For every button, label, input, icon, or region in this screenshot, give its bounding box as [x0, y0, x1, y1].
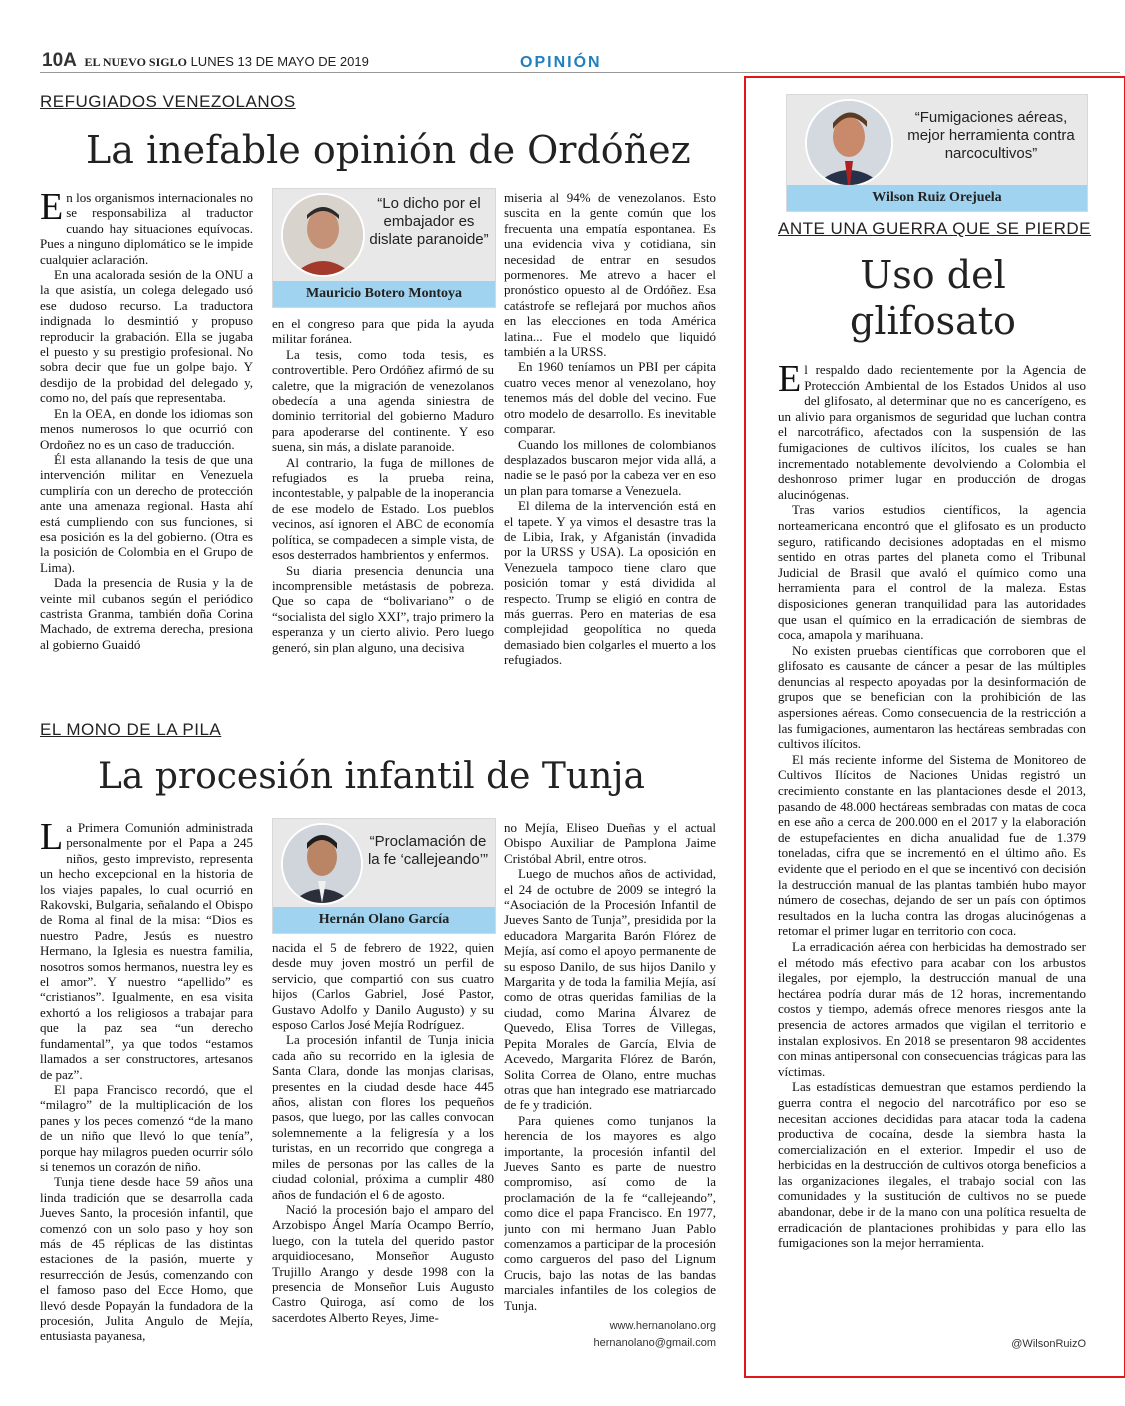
paragraph: Para quienes como tunjanos la herencia de los mayores es algo importante, la procesión infantil del Jueves Santo es parte de nuestro compromiso, así como de la proclamación de la fe “callejeando”, como dice el papa Francisco. En 1977, junto con mi hermano Juan Pablo comenzamos a participar de la procesión como cargueros del paso del Lignum Crucis, bajo las notas de las bandas marciales infantiles de los colegios de Tunja.	[504, 1112, 716, 1313]
paragraph: Él esta allanando la tesis de que una intervención militar en Venezuela cumpliría con un derecho de protección ante una amenaza regional. Hasta ahí está cumpliendo con sus funciones, si esa posición es la del gobierno. (Otra es la posición de Colombia en el Grupo de Lima).	[40, 451, 253, 575]
paragraph: miseria al 94% de venezolanos. Esto suscita en la gente común que los frecuenta una empatía espontanea. Es una evidencia viva y cotidiana, sin necesidad de entrar en sesudos pormenores. Me atrevo a hacer el pronóstico opuesto al de Ordóñez. Esa catástrofe se reflejará por muchos años en las elecciones en toda América latina... Fue el modelo que liquidó también a la URSS.	[504, 190, 716, 360]
author-handle: @WilsonRuizO	[1011, 1338, 1086, 1350]
author-email: hernanolano@gmail.com	[593, 1337, 716, 1349]
paragraph: No existen pruebas científicas que corroboren que el glifosato es causante de cáncer a pesar de las múltiples denuncias al respecto apoyadas por la desinformación de grupos que se benefician con la prohibición de las aspersiones aéreas. Como consecuencia de la restricción a las fumigaciones, aumentaron las hectáreas sembradas con cultivos ilícitos.	[778, 642, 1086, 752]
article1-headline: La inefable opinión de Ordóñez	[86, 128, 691, 172]
article3-body	[778, 362, 1086, 1332]
header-rule	[40, 72, 1120, 73]
article3-author: Wilson Ruiz Orejuela	[787, 185, 1087, 211]
article3-author-box	[786, 94, 1088, 212]
article3-headline	[746, 252, 1120, 344]
paragraph: Dada la presencia de Rusia y la de veinte mil cubanos según el periódico castrista Granma, también doña Corina Machado, de extrema derecha, presiona al gobierno Guaidó	[40, 575, 253, 652]
article1-section-label: REFUGIADOS VENEZOLANOS	[40, 92, 296, 111]
article3-pull-quote: “Fumigaciones aéreas, mejor herramienta contra narcocultivos”	[907, 109, 1075, 162]
article1-column-3	[504, 190, 716, 692]
article3-dropcap: E	[778, 362, 802, 400]
article2-column-2	[272, 940, 494, 1355]
article1-pull-quote: “Lo dicho por el embajador es dislate paranoide”	[369, 195, 489, 248]
newspaper-name: EL NUEVO SIGLO	[84, 55, 187, 69]
author-photo-ruiz	[805, 99, 893, 187]
paragraph: Tras varios estudios científicos, la agencia norteamericana encontró que el glifosato es un producto seguro, ratificando decisiones adoptadas en el mismo sentido en otras partes del planeta como el Tribunal Judicial de Brasil que avaló el químico como una herramienta para el control de la maleza. Estas disposiciones generan tranquilidad para las autoridades que usan el químico en la erradicación de siembras de coca, amapola y marihuana.	[778, 502, 1086, 643]
article2-author-box	[272, 818, 496, 934]
article2-dropcap: L	[40, 820, 64, 858]
paragraph: En 1960 teníamos un PBI per cápita cuatro veces menor al venezolano, hoy tenemos más del doble del vecino. Fue otro modelo de desarrollo. Es inevitable comparar.	[504, 359, 716, 437]
paragraph: En la OEA, en donde los idiomas son menos numerosos lo que ocurrió con Ordoñez no es un caso de traducción.	[40, 405, 253, 452]
paragraph: Luego de muchos años de actividad, el 24 de octubre de 2009 se integró la “Asociación de la Procesión Infantil de Jueves Santo de Tunja”, presidida por la educadora Margarita Barón Flórez de Mejía, así como el apoyo permanente de su esposo Danilo, de sus hijos Danilo y Margarita y de toda la familia Mejía, así como de otras queridas familias de la ciudad, como Marina Álvarez de Quevedo, Elisa Torres de Villegas, Pepita Morales de García, Elvia de Acevedo, Margarita Flórez de Barón, Solita Correa de Olano, entre muchas otras que han integrado ese matriarcado de fe y tradición.	[504, 866, 716, 1113]
author-photo-botero	[281, 193, 365, 277]
page-number: 10A	[42, 50, 77, 71]
paragraph: El papa Francisco recordó, que el “milagro” de la multiplicación de los panes y los peces comenzó “de la mano de un niño que llevó lo que tenía”, porque hay milagros pueden ocurrir sólo si tenemos un corazón de niño.	[40, 1081, 253, 1174]
paragraph: La procesión infantil de Tunja inicia cada año su recorrido en la iglesia de Santa Clara, donde las monjas clarisas, presentes en la ciudad desde hace 445 años, alistan con flores los pequeños pasos, que luego, por las calles convocan solemnemente a la feligresía y a los turistas, en un recorrido que congrega a miles de personas por las calles de la ciudad colonial, próxima a cumplir 480 años de fundación el 6 de agosto.	[272, 1032, 494, 1202]
article3-headline-line-1: Uso del	[860, 253, 1006, 297]
article2-pull-quote: “Proclamación de la fe ‘callejeando’”	[367, 833, 489, 868]
article3-headline-line-2: glifosato	[850, 299, 1016, 343]
paragraph: Cuando los millones de colombianos desplazados buscaron mejor vida allá, a nadie se le pasó por la cabeza ver en eso un plan para tomarse a Venezuela.	[504, 436, 716, 498]
author-website: www.hernanolano.org	[609, 1320, 716, 1332]
article3-section-label: ANTE UNA GUERRA QUE SE PIERDE	[778, 219, 1092, 238]
article1-dropcap: E	[40, 190, 64, 228]
paragraph: a Primera Comunión administrada personalmente por el Papa a 245 niños, gesto imprevisto, representa un hecho excepcional en la historia de los viajes papales, lo cual ocurrió en Rakovski, Bulgaria, señalando el Obispo de Roma al final de la misa: “Dios es nuestro Padre, Jesús es nuestro Hermano, la Iglesia es nuestra familia, nosotros somos hermanos, nuestra ley es el amor”. Y nuestro “apellido” es “cristianos”. Igualmente, en esa visita exhortó a los religiosos a trabajar para que la paz sea “un derecho fundamental”, ya que todos “estamos llamados a ser constructores, artesanos de paz”.	[40, 820, 253, 1082]
paragraph: Su diaria presencia denuncia una incomprensible metástasis de pobreza. Que so capa de “bolivariano” o de “socialista del siglo XXI”, trajo primero la esperanza y un cierto alivio. Pero luego generó, sin plan alguno, una decisiva	[272, 562, 494, 655]
page-header	[42, 50, 369, 72]
article1-author: Mauricio Botero Montoya	[273, 281, 495, 307]
article1-column-2	[272, 316, 494, 692]
paragraph: nacida el 5 de febrero de 1922, quien desde muy joven mostró un perfil de servicio, que compartió con sus cuatro hijos (Carlos Gabriel, José Pastor, Gustavo Adolfo y Danilo Augusto) y su esposo Carlos José Mejía Rodríguez.	[272, 940, 494, 1033]
paragraph: l respaldo dado recientemente por la Agencia de Protección Ambiental de los Estados Unidos al uso del glifosato, al determinar que no es cancerígeno, es un alivio para organismos de seguridad que luchan contra el narcotráfico, afectados con la suspensión de las fumigaciones de cultivos ilícitos, los cuales se han incrementado notablemente devolviendo a Colombia el deshonroso primer lugar en producción de drogas alucinógenas.	[778, 362, 1086, 502]
paragraph: La erradicación aérea con herbicidas ha demostrado ser el método más efectivo para acabar con los arbustos ilegales, por ejemplo, la destrucción manual de una hectárea podría durar más de 12 horas, incrementando costos y tiempo, además ofrece menores riesgos ante la presencia de actores armados que vigilan el territorio e instalan explosivos. En 2018 se presentaron 98 accidentes con minas antipersonal con consecuencias trágicas para las víctimas.	[778, 938, 1086, 1079]
article2-headline: La procesión infantil de Tunja	[98, 756, 645, 797]
paragraph: n los organismos internacionales no se responsabiliza al traductor cuando hay situaciones equívocas. Pues a ninguno diplomático se le impide cualquier aclaración.	[40, 190, 253, 267]
paragraph: El dilema de la intervención está en el tapete. Y ya vimos el desastre tras la de Libia, Irak, y Afganistán (invadida por la URSS y USA). La oposición en Venezuela tampoco tiene claro que posición tomar y está dividida al respecto. Trump se eligió en contra de más guerras. Pero en materias de esa complejidad geopolítica no queda demasiado bien colgarles el muerto a los refugiados.	[504, 498, 716, 668]
article2-column-1	[40, 820, 253, 1355]
paragraph: Nació la procesión bajo el amparo del Arzobispo Ángel María Ocampo Berrío, luego, con la tutela del querido pastor arquidiocesano, Monseñor Augusto Trujillo Arango y desde 1998 con la presencia de Monseñor Luis Augusto Castro Quiroga, así como de los sacerdotes Alberto Reyes, Jime-	[272, 1201, 494, 1325]
paragraph: Al contrario, la fuga de millones de refugiados es la prueba reina, incontestable, y palpable de la inoperancia de ese modelo de Estado. Los pueblos vecinos, así ignoren el ABC de economía política, se compadecen a simple vista, de esos desterrados hambrientos y enfermos.	[272, 454, 494, 563]
author-photo-olano	[281, 823, 363, 905]
section-title: OPINIÓN	[520, 54, 602, 71]
paragraph: En una acalorada sesión de la ONU a la que asistía, un colega delegado usó ese dudoso recurso. La traductora indignada lo desmintió y propuso reproducir la grabación. Ella se jugaba el puesto y su prestigio profesional. No sobra decir que fue un golpe bajo. Y desdijo de la probidad del delegado y, como no, del país que representaba.	[40, 267, 253, 406]
article2-column-3	[504, 820, 716, 1315]
paragraph: en el congreso para que pida la ayuda militar foránea.	[272, 316, 494, 347]
paragraph: Las estadísticas demuestran que estamos perdiendo la guerra contra el negocio del narcotráfico por eso se necesitan acciones decididas para atacar toda la cadena productiva de cocaína, desde la siembra hasta la comercialización en el exterior. Impedir el uso de herbicidas en la destrucción de cultivos otorga beneficios a las organizaciones ilegales, el trabajo social con las comunidades y la sustitución de cultivos no se puede abandonar, debe ir de la mano con una política resuelta de erradicación de plantaciones prohibidas y para ello las fumigaciones son la mejor herramienta.	[778, 1079, 1086, 1251]
article1-column-1	[40, 190, 253, 692]
paragraph: El más reciente informe del Sistema de Monitoreo de Cultivos Ilícitos de Naciones Unidas registró un crecimiento constante en las plantaciones desde el 2013, pasando de 48.000 hectáreas sembradas con matas de coca en ese año a cerca de 200.000 en el 2017 y la elaboración de estupefacientes en dicha anualidad fue de 1.379 toneladas, cifra que se incrementó en el último año. Es evidente que el periodo en el que se incentivó con decisión la destrucción manual de las plantas también hubo mayor número de cosechas, dejando de ser un país con óptimos resultados en la lucha contra las drogas alucinógenas a retomar el primer lugar en territorio con coca.	[778, 751, 1086, 939]
paragraph: Tunja tiene desde hace 59 años una linda tradición que se desarrolla cada Jueves Santo, la procesión infantil, que comenzó con un solo paso y hoy son más de 45 réplicas de las distintas estaciones de la pasión, muerte y resurrección de Jesús, comenzando con el famoso paso del Ecce Homo, que llevó desde Popayán la fundadora de la procesión, Julita Angulo de Mejía, entusiasta payanesa,	[40, 1174, 253, 1344]
issue-date: LUNES 13 DE MAYO DE 2019	[190, 54, 369, 69]
paragraph: La tesis, como toda tesis, es controvertible. Pero Ordóñez afirmó de su caletre, que la migración de venezolanos obedecía a una agenda siniestra de dominio territorial del gobierno Maduro para apoderarse del continente. Y eso suena, sin más, a dislate paranoide.	[272, 346, 494, 455]
article1-author-box	[272, 188, 496, 308]
article2-author: Hernán Olano García	[273, 907, 495, 933]
article2-section-label: EL MONO DE LA PILA	[40, 720, 222, 739]
paragraph: no Mejía, Eliseo Dueñas y el actual Obispo Auxiliar de Pamplona Jaime Cristóbal Abril, entre otros.	[504, 820, 716, 866]
